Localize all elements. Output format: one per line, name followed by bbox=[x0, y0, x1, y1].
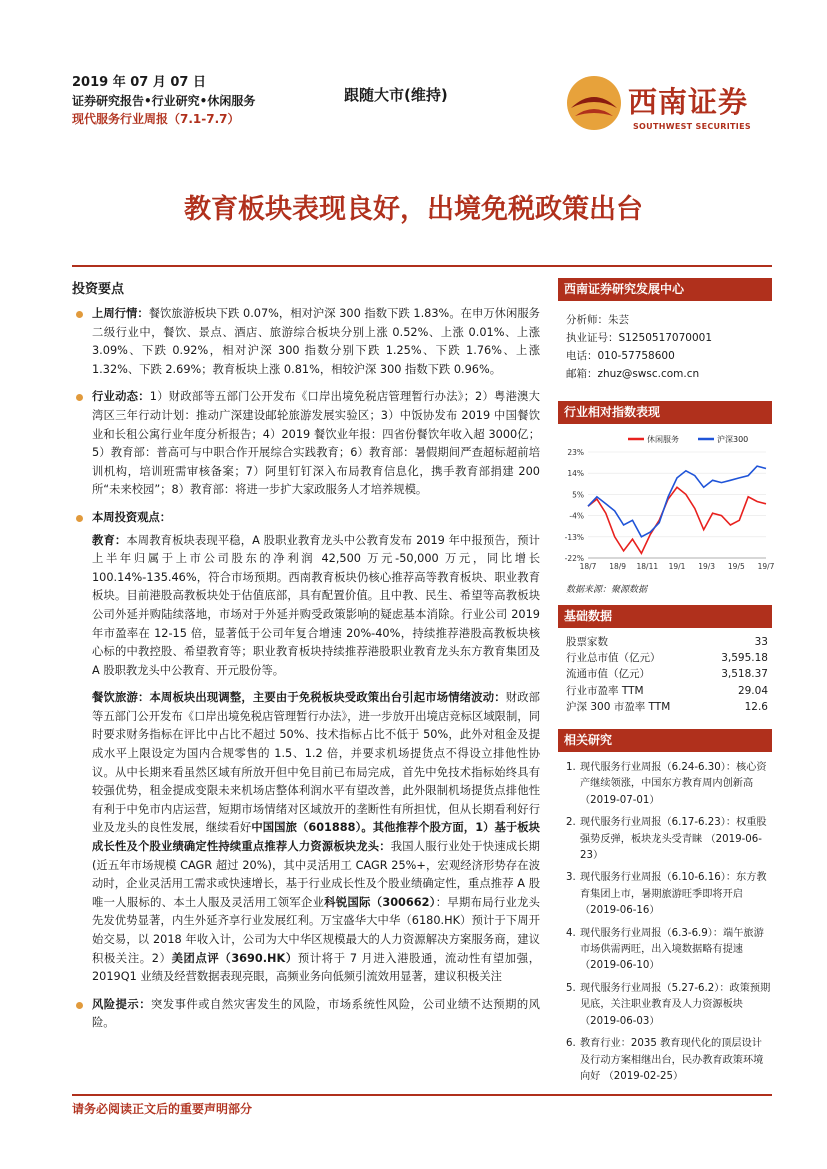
catering-text: 财政部等五部门公开发布《口岸出境免税店管理暂行办法》，进一步放开出境店竞标区域限制，同时要求财务指标在评比中占比不超过 50%、技术指标占比不低于 50%，此外对租金及提成水平上限设定为国内合规零售的 1.5、1.2 倍，并要求机场提货点不得设立排他性协议。从中长期来看虽然区域有所放开但中免目前已布局完成，首先中免技术指标始终具有较强优势，租金提成变限未来机场店整体利润水平有望改善，此外限制机场提货点排他性有利于中免市内店运营，短期市场情绪对区域放开的垄断性有所担忧，但从长期看利好行业及龙头的良性发展，继续看好 bbox=[92, 691, 540, 835]
y-tick-label: -4% bbox=[569, 511, 584, 521]
stock-careerintl: 科锐国际（300662） bbox=[324, 895, 436, 909]
top-divider bbox=[72, 265, 772, 267]
company-logo bbox=[565, 74, 770, 134]
x-tick-label: 18/9 bbox=[609, 562, 627, 571]
x-tick-label: 19/5 bbox=[727, 562, 745, 571]
x-tick-label: 19/1 bbox=[668, 562, 686, 571]
basic-data-key: 沪深 300 市盈率 TTM bbox=[566, 700, 671, 713]
related-title: 现代服务行业周报（5.27-6.2）：政策预期见底，关注职业教育及人力资源板块 （2019-06-03） bbox=[580, 982, 771, 1027]
bullet-label: 上周行情： bbox=[92, 307, 149, 320]
bullet-views bbox=[72, 509, 540, 528]
hr-recommend: 。其他推荐个股方面，1）基于板块成长性及个股业绩确定性持续重点推荐人力资源板块龙头： bbox=[92, 821, 540, 854]
bullet-label: 本周投资观点： bbox=[92, 510, 172, 524]
basic-data-key: 行业市盈率 TTM bbox=[566, 684, 644, 697]
bottom-divider bbox=[72, 1094, 772, 1096]
series-line-2 bbox=[588, 466, 766, 537]
related-title: 现代服务行业周报（6.24-6.30）：核心资产继续领涨，中国东方教育周内创新高 （2019-07-01） bbox=[580, 762, 767, 806]
basic-data-value: 3,518.37 bbox=[721, 668, 768, 681]
basic-data-table bbox=[558, 634, 772, 715]
stock-meituan: 美团点评（3690.HK） bbox=[171, 951, 298, 965]
report-type: 证券研究报告•行业研究•休闲服务 bbox=[72, 94, 256, 108]
sidebar bbox=[558, 278, 775, 1091]
related-index: 5. bbox=[566, 982, 576, 994]
report-date: 2019 年 07 月 07 日 bbox=[72, 75, 206, 90]
logo-en: SOUTHWEST SECURITIES bbox=[633, 122, 751, 131]
related-item[interactable] bbox=[558, 815, 772, 864]
x-tick-label: 19/3 bbox=[698, 562, 716, 571]
research-center-bar: 西南证券研究发展中心 bbox=[558, 278, 772, 301]
chart-title-bar: 行业相对指数表现 bbox=[558, 401, 772, 424]
y-tick-label: 14% bbox=[567, 469, 584, 479]
basic-data-bar: 基础数据 bbox=[558, 605, 772, 628]
y-tick-label: -13% bbox=[564, 532, 584, 542]
basic-data-row bbox=[558, 666, 772, 682]
related-research-list bbox=[558, 760, 772, 1085]
x-tick-label: 18/11 bbox=[636, 562, 659, 571]
basic-data-key: 行业总市值（亿元） bbox=[566, 652, 661, 665]
related-index: 2. bbox=[566, 817, 576, 829]
related-index: 3. bbox=[566, 872, 576, 884]
footer-disclaimer: 请务必阅读正文后的重要声明部分 bbox=[72, 1102, 253, 1116]
related-index: 4. bbox=[566, 927, 576, 939]
bullet-label: 风险提示： bbox=[92, 997, 152, 1011]
related-title: 现代服务行业周报（6.10-6.16）：东方教育集团上市，暑期旅游旺季即将开启 （2019-06-16） bbox=[580, 872, 767, 917]
careerintl-text: ：早期布局行业龙头先发优势显著，内生外延齐享行业发展红利。万宝盛华大中华（6180.HK）预计于下周开始交易，以 2018 年收入计，公司为大中华区规模最大的人力资源解决方案服务商，建议积极关注。2） bbox=[92, 895, 540, 965]
email: 邮箱：zhuz@swsc.com.cn bbox=[566, 368, 700, 380]
related-item[interactable] bbox=[558, 1036, 772, 1085]
basic-data-value: 29.04 bbox=[737, 684, 768, 697]
bullet-label: 行业动态： bbox=[92, 390, 150, 404]
rating: 跟随大市(维持) bbox=[344, 86, 448, 104]
bullet-text: 1）财政部等五部门公开发布《口岸出境免税店管理暂行办法》；2）粤港澳大湾区三年行动计划：推动广深建设邮轮旅游发展实验区；3）中饭协发布 2019 中国餐饮业和长租公寓行业年度分析报告；4）2019 餐饮业年报：四省份餐饮年收入超 3000亿；5）教育部：普高可与中职合作开展综合实践教育；6）教育部：暑假期间严查超标超前培训机构，培训班需审核备案；7）阿里钉钉深入布局教育信息化，携手教育部捐建 200 所“未来校园”；8）教育部：将进一步扩大家政服务人才培养规模。 bbox=[92, 390, 540, 497]
series-line-1 bbox=[588, 487, 766, 553]
related-index: 6. bbox=[566, 1038, 576, 1050]
legend-label: 沪深300 bbox=[717, 435, 749, 444]
basic-data-row bbox=[558, 650, 772, 666]
related-item[interactable] bbox=[558, 926, 772, 975]
basic-data-row bbox=[558, 634, 772, 650]
bullet-risk bbox=[72, 996, 540, 1033]
related-title: 现代服务行业周报（6.17-6.23）：权重股强势反弹，板块龙头受青睐 （2019-06-23） bbox=[580, 817, 767, 862]
education-label: 教育： bbox=[92, 533, 127, 547]
bullet-market bbox=[72, 305, 540, 379]
bullet-text: 突发事件或自然灾害发生的风险，市场系统性风险，公司业绩不达预期的风险。 bbox=[92, 997, 540, 1030]
phone: 电话：010-57758600 bbox=[566, 350, 675, 362]
x-tick-label: 19/7 bbox=[757, 562, 775, 571]
related-item[interactable] bbox=[558, 981, 772, 1030]
hr-text: 我国人服行业处于快速成长期(近五年市场规模 CAGR 超过 20%)，其中灵活用工 CAGR 25%+，宏观经济形势存在波动时，企业灵活用工需求或快速增长，基于行业成长性及个股业绩确定性，重点推荐 A 股唯一人服标的、本土人服及灵活用工领军企业 bbox=[92, 840, 540, 909]
basic-data-key: 流通市值（亿元） bbox=[566, 668, 650, 681]
bullet-news bbox=[72, 388, 540, 500]
bullet-text: 餐饮旅游板块下跌 0.07%，相对沪深 300 指数下跌 1.83%。在申万休闲服务二级行业中，餐饮、景点、酒店、旅游综合板块分别上涨 0.52%、上涨 0.01%、上涨 3.09%、下跌 0.92%，相对沪深 300 指数分别下跌 1.25%、下跌 1.76%、上涨 1.32%、下跌 2.69%；教育板块上涨 0.81%，相较沪深 300 指数下跌 0.96%。 bbox=[92, 307, 540, 376]
basic-data-key: 股票家数 bbox=[566, 636, 608, 648]
section-title: 投资要点 bbox=[72, 282, 125, 297]
report-meta bbox=[72, 74, 255, 128]
related-item[interactable] bbox=[558, 760, 772, 809]
basic-data-row bbox=[558, 699, 772, 715]
catering-label: 餐饮旅游：本周板块出现调整，主要由于免税板块受政策出台引起市场情绪波动： bbox=[92, 691, 506, 705]
y-tick-label: 5% bbox=[572, 490, 584, 500]
related-index: 1. bbox=[566, 762, 576, 774]
related-title: 教育行业：2035 教育现代化的顶层设计及行动方案相继出台，民办教育政策环境向好 （2019-02-25） bbox=[580, 1038, 764, 1082]
y-tick-label: 23% bbox=[567, 448, 584, 457]
education-view bbox=[92, 532, 540, 681]
license: 执业证号：S1250517070001 bbox=[566, 332, 713, 344]
meituan-text: 预计将于 7 月进入港股通，流动性有望加强，2019Q1 业绩及经营数据表现亮眼，高频业务向低频引流效用显著，建议积极关注 bbox=[92, 951, 540, 984]
weekly-label: 现代服务行业周报（7.1-7.7） bbox=[72, 112, 240, 126]
related-title: 现代服务行业周报（6.3-6.9）：端午旅游市场供需两旺，出入境数据略有提速 （2019-06-10） bbox=[580, 927, 764, 972]
page-title: 教育板块表现良好，出境免税政策出台 bbox=[184, 194, 643, 225]
basic-data-value: 33 bbox=[754, 636, 768, 648]
relative-index-chart bbox=[558, 430, 775, 580]
legend-label: 休闲服务 bbox=[647, 435, 679, 444]
education-text: 本周教育板块表现平稳，A 股职业教育龙头中公教育发布 2019 年中报预告，预计上半年归属于上市公司股东的净利润 42,500 万元-50,000 万元，同比增长 100.14%-135.46%，符合市场预期。西南教育板块仍核心推荐高等教育板块、职业教育板块。目前港股高教板块处于估值底部，具有配置价值。且中教、民生、希望等高教板块公司外延并购陆续落地，市场对于外延并购受政策影响的疑虑基本消除。行业公司 2019 年市盈率在 12-15 倍，显著低于公司年复合增速 20%-40%，持续推荐港股高教板块核心标的中教控股、希望教育等；职业教育板块持续推荐港股职业教育龙头东方教育集团及 A 股职教龙头中公教育、开元股份等。 bbox=[92, 533, 540, 677]
x-tick-label: 18/7 bbox=[579, 562, 597, 571]
investment-highlights bbox=[72, 278, 540, 1042]
related-research-bar: 相关研究 bbox=[558, 729, 772, 752]
y-tick-label: -22% bbox=[564, 554, 584, 563]
data-source: 数据来源：聚源数据 bbox=[566, 585, 648, 595]
related-item[interactable] bbox=[558, 870, 772, 919]
analyst: 分析师：朱芸 bbox=[566, 314, 629, 326]
basic-data-value: 3,595.18 bbox=[721, 652, 768, 665]
logo-emblem-icon bbox=[565, 74, 623, 132]
stock-cits: 中国国旅（601888） bbox=[251, 821, 362, 835]
basic-data-value: 12.6 bbox=[744, 700, 768, 713]
logo-cn: 西南证券 bbox=[628, 85, 749, 119]
catering-view bbox=[92, 689, 540, 987]
basic-data-row bbox=[558, 683, 772, 699]
